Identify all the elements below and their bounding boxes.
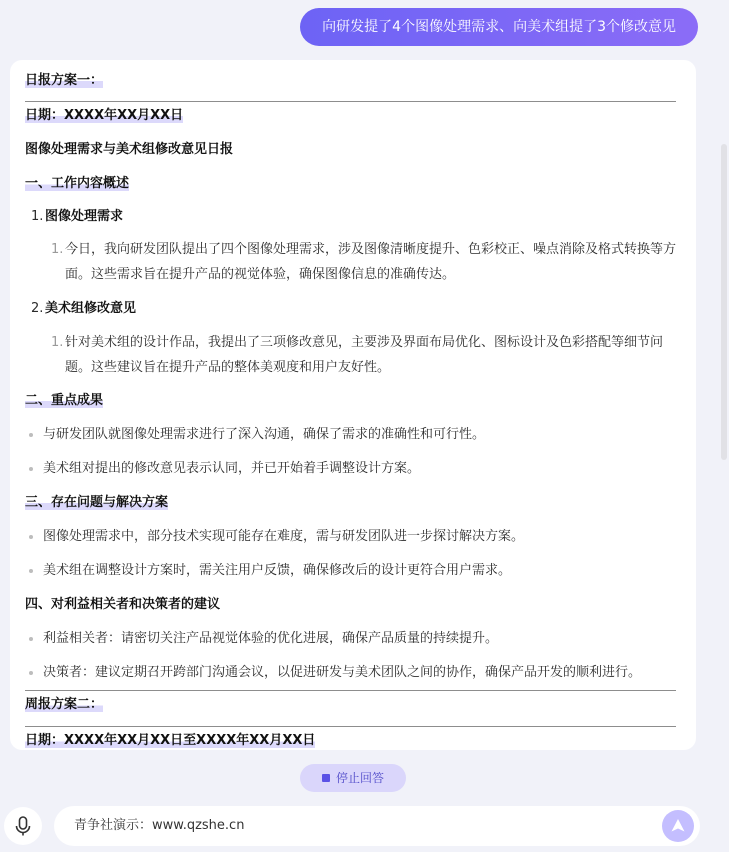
item2-sub-text: 针对美术组的设计作品，我提出了三项修改意见，主要涉及界面布局优化、图标设计及色彩搭配等细节问题。这些建议旨在提升产品的整体美观度和用户友好性。 [65,335,664,375]
list-item: 美术组对提出的修改意见表示认同，并已开始着手调整设计方案。 [43,461,421,476]
bullet-dot [29,569,33,573]
section4-title: 四、对利益相关者和决策者的建议 [25,597,221,612]
item2-sub-marker: 1. [51,335,64,350]
scrollbar[interactable] [719,60,729,750]
microphone-icon [4,807,42,845]
user-message-bubble: 向研发提了4个图像处理需求、向美术组提了3个修改意见 [300,8,698,46]
send-button[interactable] [662,810,694,842]
bullet-dot [29,671,33,675]
assistant-answer-card [10,60,696,750]
list-item: 图像处理需求中，部分技术实现可能存在难度，需与研发团队进一步探讨解决方案。 [43,529,525,544]
divider [25,690,676,691]
list-item: 利益相关者：请密切关注产品视觉体验的优化进展，确保产品质量的持续提升。 [43,631,499,646]
plan2-title: 周报方案二： [25,697,104,712]
list-item: 决策者：建议定期召开跨部门沟通会议，以促进研发与美术团队之间的协作，确保产品开发的顺利进行。 [43,665,642,680]
item1-marker: 1. [31,209,44,224]
divider [25,101,676,102]
stop-answer-button[interactable] [300,764,406,792]
bullet-dot [29,467,33,471]
date-line-2: 日期：XXXX年XX月XX日至XXXX年XX月XX日 [25,733,316,748]
stop-answer-label: 停止回答 [335,771,384,785]
date-line: 日期：XXXX年XX月XX日 [25,108,184,123]
stop-square-icon [322,774,330,782]
item1-title: 图像处理需求 [45,209,124,224]
message-input[interactable] [54,806,700,846]
item1-sub-text: 今日，我向研发团队提出了四个图像处理需求，涉及图像清晰度提升、色彩校正、噪点消除及格式转换等方面。这些需求旨在提升产品的视觉体验，确保图像信息的准确传达。 [65,242,677,282]
scrollbar-thumb[interactable] [721,144,727,460]
doc-title: 图像处理需求与美术组修改意见日报 [25,142,234,157]
plan1-title: 日报方案一： [25,73,104,88]
message-input-text[interactable]: 青争社演示：www.qzshe.cn [74,818,245,833]
item1-sub-marker: 1. [51,242,64,257]
divider [25,726,676,727]
voice-input-button[interactable] [4,807,42,845]
bullet-dot [29,535,33,539]
section3-title: 三、存在问题与解决方案 [25,495,169,510]
send-arrow-icon [662,810,694,842]
list-item: 美术组在调整设计方案时，需关注用户反馈，确保修改后的设计更符合用户需求。 [43,563,512,578]
bullet-dot [29,433,33,437]
item2-marker: 2. [31,301,44,316]
section1-title: 一、工作内容概述 [25,176,130,191]
section2-title: 二、重点成果 [25,393,104,408]
item2-title: 美术组修改意见 [45,301,137,316]
list-item: 与研发团队就图像处理需求进行了深入沟通，确保了需求的准确性和可行性。 [43,427,486,442]
bullet-dot [29,637,33,641]
